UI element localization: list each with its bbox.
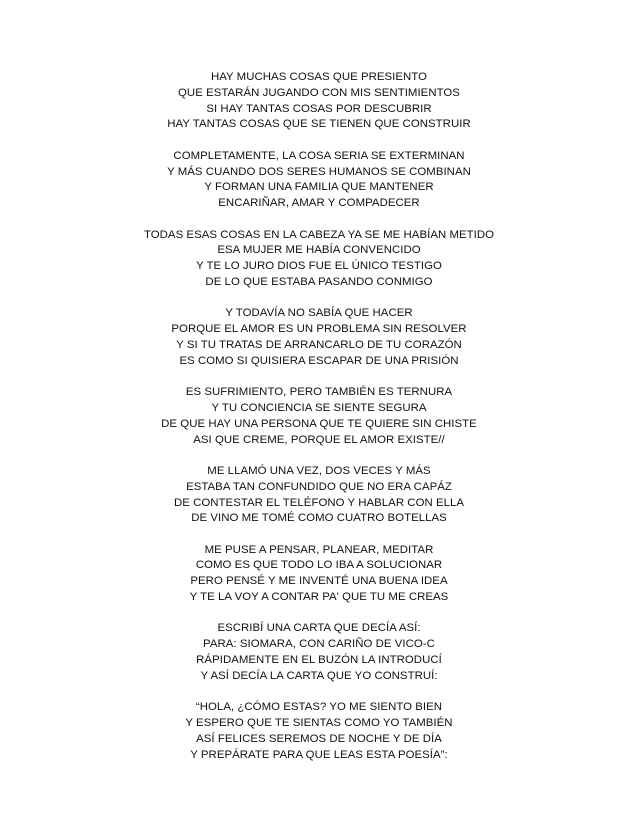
- stanza: [0, 306, 638, 369]
- stanza: [0, 70, 638, 133]
- stanza: [0, 149, 638, 212]
- poem-line: Y SI TU TRATAS DE ARRANCARLO DE TU CORAZÓN: [176, 338, 462, 351]
- poem-line: DE QUE HAY UNA PERSONA QUE TE QUIERE SIN CHISTE: [161, 417, 477, 430]
- poem-line: Y PREPÁRATE PARA QUE LEAS ESTA POESÍA”:: [190, 748, 448, 761]
- poem-line: COMPLETAMENTE, LA COSA SERIA SE EXTERMINAN: [173, 149, 465, 162]
- poem-line: Y ESPERO QUE TE SIENTAS COMO YO TAMBIÉN: [185, 717, 453, 730]
- poem-line: “HOLA, ¿CÓMO ESTAS? YO ME SIENTO BIEN: [195, 701, 443, 714]
- poem-line: Y TE LO JURO DIOS FUE EL ÚNICO TESTIGO: [196, 260, 442, 273]
- poem-line: ESCRIBÍ UNA CARTA QUE DECÍA ASÍ:: [217, 622, 421, 635]
- poem-line: ASÍ FELICES SEREMOS DE NOCHE Y DE DÍA: [196, 732, 442, 745]
- poem-line: DE VINO ME TOMÉ COMO CUATRO BOTELLAS: [191, 512, 447, 525]
- stanza: [0, 385, 638, 448]
- poem-line: ME LLAMÓ UNA VEZ, DOS VECES Y MÁS: [207, 464, 431, 477]
- stanza: [0, 228, 638, 291]
- poem-line: ESTABA TAN CONFUNDIDO QUE NO ERA CAPÁZ: [186, 480, 452, 493]
- poem-line: PERO PENSÉ Y ME INVENTÉ UNA BUENA IDEA: [190, 575, 448, 588]
- stanza: [0, 543, 638, 606]
- stanza: [0, 700, 638, 763]
- poem-line: PORQUE EL AMOR ES UN PROBLEMA SIN RESOLVER: [171, 323, 467, 336]
- stanza: [0, 464, 638, 527]
- poem-line: DE LO QUE ESTABA PASANDO CONMIGO: [205, 275, 433, 288]
- poem-line: PARA: SIOMARA, CON CARIÑO DE VICO-C: [203, 638, 435, 651]
- poem-text: [0, 70, 638, 779]
- poem-line: ASI QUE CREME, PORQUE EL AMOR EXISTE//: [193, 433, 445, 446]
- poem-line: HAY TANTAS COSAS QUE SE TIENEN QUE CONSTRUIR: [167, 118, 471, 131]
- poem-line: RÁPIDAMENTE EN EL BUZÓN LA INTRODUCÍ: [196, 654, 442, 667]
- poem-line: DE CONTESTAR EL TELÉFONO Y HABLAR CON ELLA: [173, 496, 465, 509]
- poem-line: Y FORMAN UNA FAMILIA QUE MANTENER: [204, 181, 434, 194]
- poem-line: ENCARIÑAR, AMAR Y COMPADECER: [218, 197, 420, 210]
- stanza: [0, 621, 638, 684]
- poem-line: Y ASÍ DECÍA LA CARTA QUE YO CONSTRUÍ:: [200, 669, 438, 682]
- poem-line: TODAS ESAS COSAS EN LA CABEZA YA SE ME HABÍAN METIDO: [143, 228, 495, 241]
- poem-line: COMO ES QUE TODO LO IBA A SOLUCIONAR: [195, 559, 443, 572]
- poem-line: SI HAY TANTAS COSAS POR DESCUBRIR: [206, 102, 432, 115]
- poem-line: Y TU CONCIENCIA SE SIENTE SEGURA: [211, 401, 427, 414]
- poem-line: QUE ESTARÁN JUGANDO CON MIS SENTIMIENTOS: [178, 86, 460, 99]
- poem-line: Y TODAVÍA NO SABÍA QUE HACER: [225, 307, 413, 320]
- poem-line: ME PUSE A PENSAR, PLANEAR, MEDITAR: [204, 543, 434, 556]
- poem-line: ESA MUJER ME HABÍA CONVENCIDO: [217, 244, 421, 257]
- poem-line: ES COMO SI QUISIERA ESCAPAR DE UNA PRISIÓN: [179, 354, 459, 367]
- poem-line: Y MÁS CUANDO DOS SERES HUMANOS SE COMBINAN: [167, 165, 471, 178]
- poem-line: HAY MUCHAS COSAS QUE PRESIENTO: [210, 71, 428, 83]
- poem-line: Y TE LA VOY A CONTAR PA' QUE TU ME CREAS: [189, 591, 449, 604]
- poem-line: ES SUFRIMIENTO, PERO TAMBIÉN ES TERNURA: [185, 386, 453, 399]
